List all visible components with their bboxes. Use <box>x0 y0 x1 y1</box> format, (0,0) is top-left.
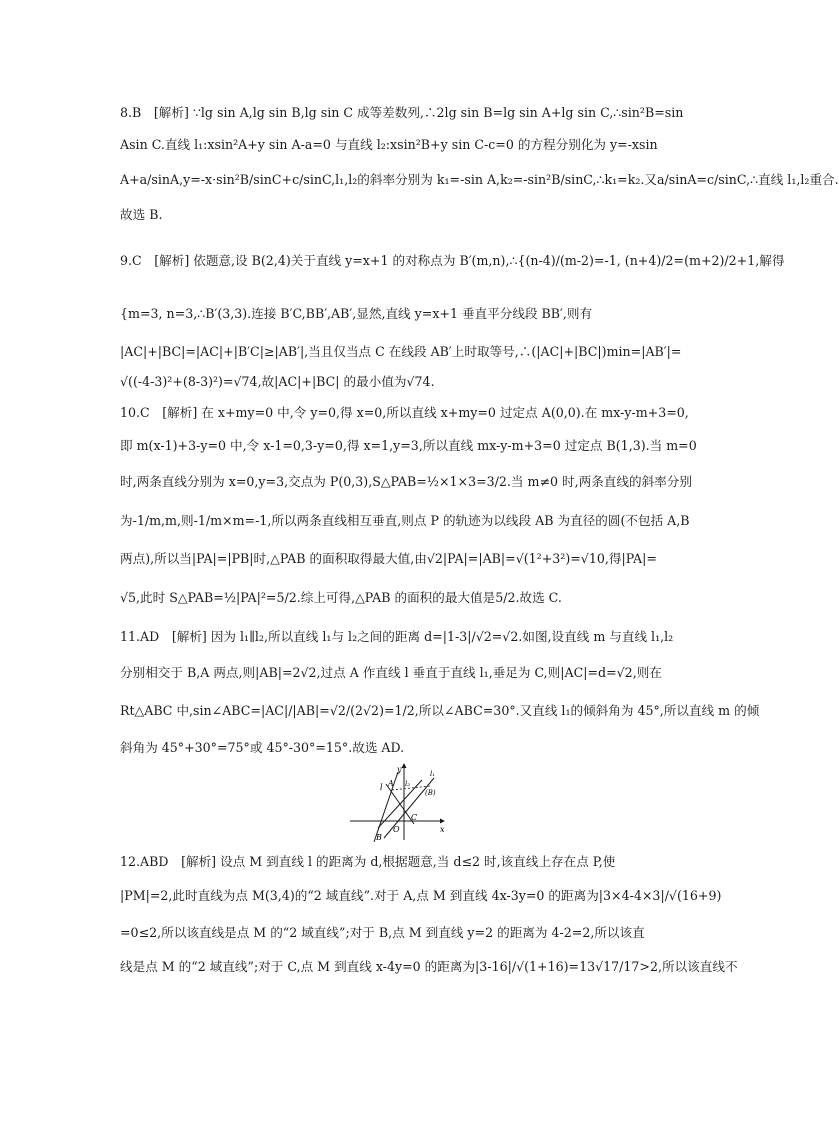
label-b: B <box>376 833 382 842</box>
problem-10-line-5: 两点),所以当|PA|=|PB|时,△PAB 的面积取得最大值,由√2|PA|=|AB|=√(1²+3²)=√10,得|PA|= <box>120 551 657 566</box>
label-o: O <box>393 825 400 834</box>
problem-10-line-6: √5,此时 S△PAB=½|PA|²=5/2.综上可得,△PAB 的面积的最大值是5/2.故选 C. <box>120 590 562 605</box>
line-l <box>386 784 414 824</box>
problem-10-line-3: 时,两条直线分别为 x=0,y=3,交点为 P(0,3),S△PAB=½×1×3=3/2.当 m≠0 时,两条直线的斜率分别 <box>120 474 692 489</box>
problem-10-line-1: 10.C [解析] 在 x+my=0 中,令 y=0,得 x=0,所以直线 x+my=0 过定点 A(0,0).在 mx-y-m+3=0, <box>120 405 689 420</box>
problem-8-line-3: A+a/sinA,y=-x·sin²B/sinC+c/sinC,l₁,l₂的斜率分别为 k₁=-sin A,k₂=-sin²B/sinC,∴k₁=k₂.又a/sinA=c/sinC,∴直线 l₁,l₂重合. <box>120 172 839 187</box>
label-l2: l₂ <box>405 780 411 788</box>
problem-9-line-4: √((-4-3)²+(8-3)²)=√74,故|AC|+|BC| 的最小值为√74. <box>120 374 435 389</box>
label-l: l <box>380 783 383 792</box>
problem-11-line-1: 11.AD [解析] 因为 l₁∥l₂,所以直线 l₁与 l₂之间的距离 d=|1-3|/√2=√2.如图,设直线 m 与直线 l₁,l₂ <box>120 629 674 644</box>
problem-11-line-3: Rt△ABC 中,sin∠ABC=|AC|/|AB|=√2/(2√2)=1/2,所以∠ABC=30°.又直线 l₁的倾斜角为 45°,所以直线 m 的倾 <box>120 703 760 718</box>
label-l1: l₁ <box>430 770 436 778</box>
problem-9-line-1: 9.C [解析] 依题意,设 B(2,4)关于直线 y=x+1 的对称点为 B′(m,n),∴{(n-4)/(m-2)=-1, (n+4)/2=(m+2)/2+1,解得 <box>120 253 785 268</box>
y-axis-arrow <box>402 763 407 768</box>
problem-8-line-1: 8.B [解析] ∵lg sin A,lg sin B,lg sin C 成等差数列,∴2lg sin B=lg sin A+lg sin C,∴sin²B=sin <box>120 105 684 120</box>
problem-10-line-2: 即 m(x-1)+3-y=0 中,令 x-1=0,3-y=0,得 x=1,y=3,所以直线 mx-y-m+3=0 过定点 B(1,3).当 m=0 <box>120 438 697 453</box>
problem-10-line-4: 为-1/m,m,则-1/m×m=-1,所以两条直线相互垂直,则点 P 的轨迹为以线段 AB 为直径的圆(不包括 A,B <box>120 513 690 528</box>
problem-12-line-1: 12.ABD [解析] 设点 M 到直线 l 的距离为 d,根据题意,当 d≤2 时,该直线上存在点 P,使 <box>120 854 616 869</box>
label-c: C <box>411 813 418 822</box>
problem-8-line-2: Asin C.直线 l₁:xsin²A+y sin A-a=0 与直线 l₂:xsin²B+y sin C-c=0 的方程分别化为 y=-xsin <box>120 137 658 152</box>
problem-12-line-2: |PM|=2,此时直线为点 M(3,4)的“2 域直线”.对于 A,点 M 到直线 4x-3y=0 的距离为|3×4-4×3|/√(16+9) <box>120 888 722 903</box>
label-b-paren: (B) <box>425 789 436 797</box>
problem-11-line-2: 分别相交于 B,A 两点,则|AB|=2√2,过点 A 作直线 l 垂直于直线 l₁,垂足为 C,则|AC|=d=√2,则在 <box>120 665 662 680</box>
x-axis-arrow <box>440 819 445 824</box>
problem-9-line-3: |AC|+|BC|=|AC|+|B′C|≥|AB′|,当且仅当点 C 在线段 AB′上时取等号,∴(|AC|+|BC|)min=|AB′|= <box>120 344 682 359</box>
problem-12-line-3: =0≤2,所以该直线是点 M 的“2 域直线”;对于 B,点 M 到直线 y=2 的距离为 4-2=2,所以该直 <box>120 925 645 940</box>
problem-12-line-4: 线是点 M 的“2 域直线”;对于 C,点 M 到直线 x-4y=0 的距离为|3-16|/√(1+16)=13√17/17>2,所以该直线不 <box>120 959 738 974</box>
label-x: x <box>440 825 445 834</box>
problem-11-line-4: 斜角为 45°+30°=75°或 45°-30°=15°.故选 AD. <box>120 740 405 755</box>
label-a: A <box>388 779 394 788</box>
problem-11-figure <box>348 762 448 842</box>
label-y: y <box>397 765 402 774</box>
problem-9-line-2: {m=3, n=3,∴B′(3,3).连接 B′C,BB′,AB′,显然,直线 y=x+1 垂直平分线段 BB′,则有 <box>120 306 593 321</box>
problem-8-line-4: 故选 B. <box>120 207 163 222</box>
